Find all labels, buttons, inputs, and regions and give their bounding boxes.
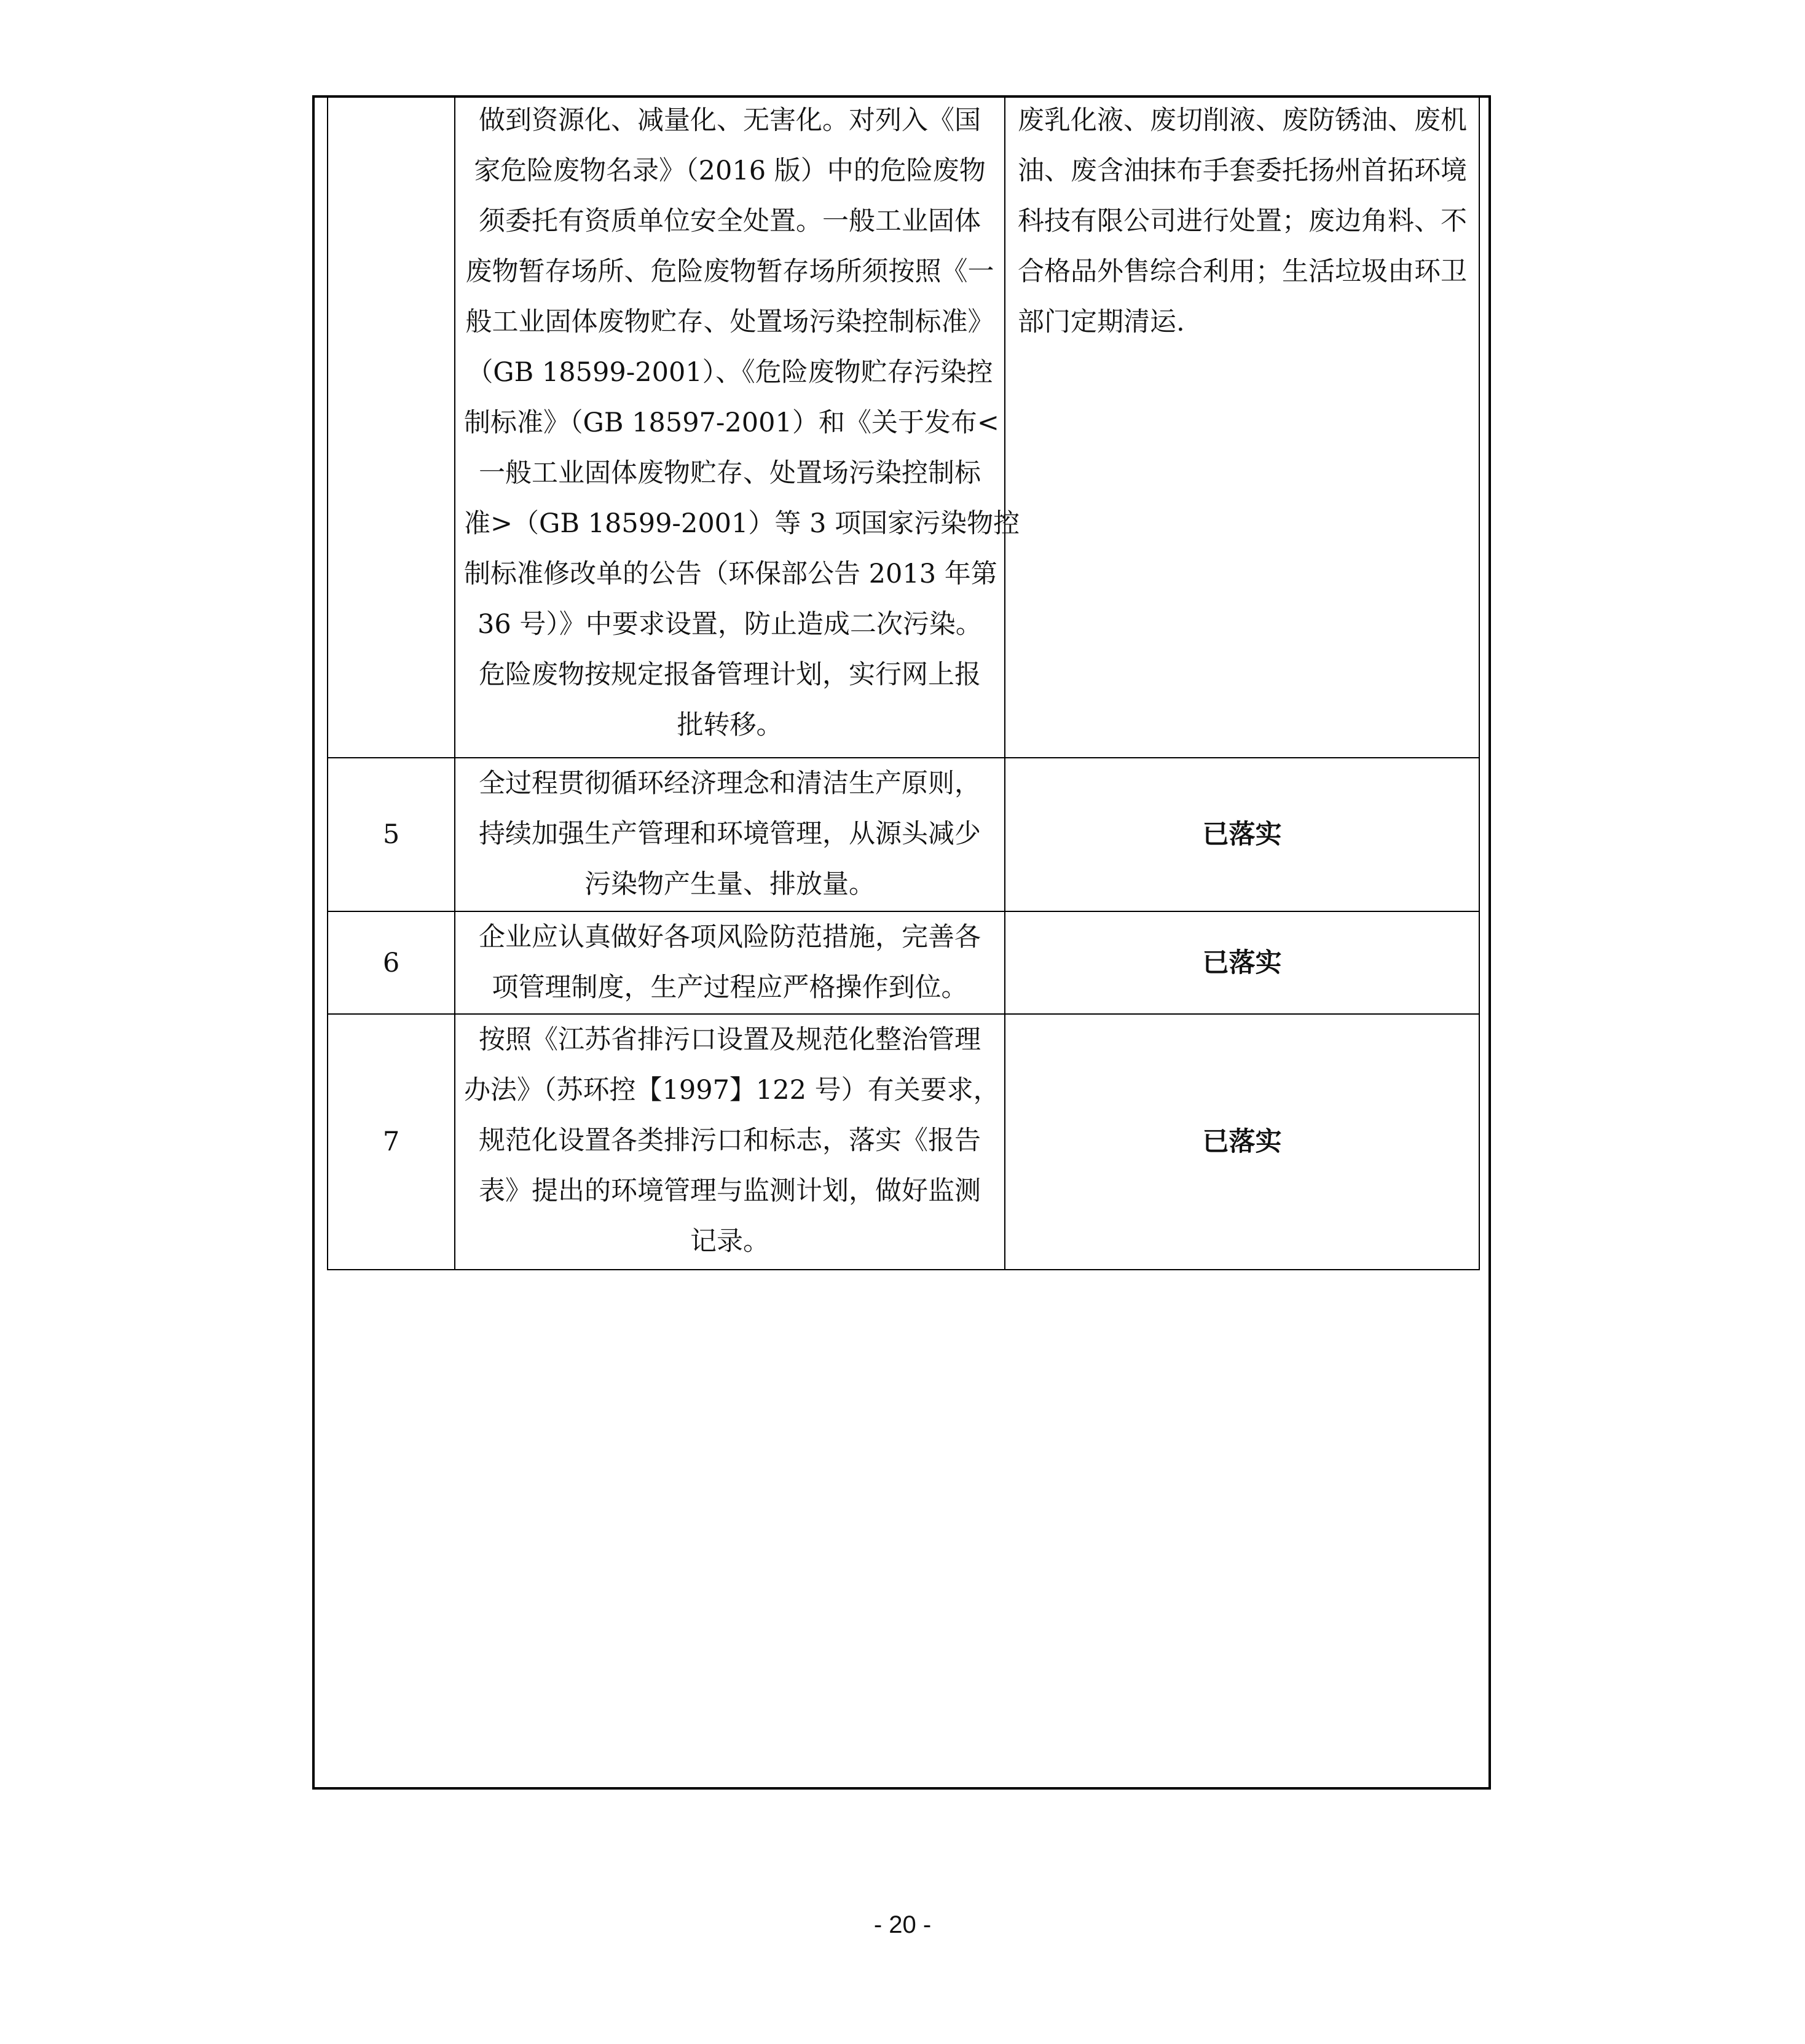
requirement-line: 全过程贯彻循环经济理念和清洁生产原则，: [479, 768, 981, 799]
status-line: 油、废含油抹布手套委托扬州首拓环境: [1018, 155, 1467, 186]
requirement-cell: [455, 95, 1020, 758]
requirement-line: 污染物产生量、排放量。: [584, 869, 875, 900]
requirement-line: 企业应认真做好各项风险防范措施，完善各: [479, 922, 981, 953]
status-line: 部门定期清运.: [1018, 307, 1185, 337]
requirement-line: 制标准》（GB 18597-2001）和《关于发布<: [464, 407, 999, 438]
table-row-continued: [328, 95, 1479, 758]
status-cell: 已落实: [1005, 911, 1479, 1014]
requirement-line: 批转移。: [677, 710, 783, 741]
requirement-line: 制标准修改单的公告（环保部公告 2013 年第: [464, 559, 997, 589]
requirements-table: [327, 95, 1480, 1270]
status-line: 科技有限公司进行处置；废边角料、不: [1018, 206, 1467, 237]
status-cell: 已落实: [1005, 1014, 1479, 1270]
status-line: 合格品外售综合利用；生活垃圾由环卫: [1018, 256, 1467, 287]
requirement-line: 般工业固体废物贮存、处置场污染控制标准》: [465, 307, 994, 337]
requirement-line: （GB 18599-2001）、《危险废物贮存污染控: [466, 357, 993, 388]
table-row-5: [328, 758, 1479, 911]
requirement-line: 须委托有资质单位安全处置。一般工业固体: [479, 206, 981, 237]
requirement-line: 36 号）》中要求设置，防止造成二次污染。: [478, 609, 982, 640]
requirement-line: 按照《江苏省排污口设置及规范化整治管理: [479, 1024, 981, 1055]
table-row-7: [328, 1014, 1479, 1270]
status-cell: [1005, 95, 1479, 758]
requirement-line: 办法》（苏环控【1997】122 号）有关要求，: [464, 1075, 1000, 1106]
row-number-cell: 6: [328, 911, 455, 1014]
requirement-cell: [455, 758, 1005, 911]
page-number: - 20 -: [873, 1911, 932, 1938]
requirement-line: 持续加强生产管理和环境管理，从源头减少: [479, 819, 981, 849]
requirement-line: 危险废物按规定报备管理计划，实行网上报: [479, 659, 981, 690]
requirement-line: 一般工业固体废物贮存、处置场污染控制标: [479, 458, 981, 489]
status-cell: 已落实: [1005, 758, 1479, 911]
requirement-line: 规范化设置各类排污口和标志，落实《报告: [479, 1125, 981, 1156]
requirement-line: 准>（GB 18599-2001）等 3 项国家污染物控: [464, 508, 1020, 539]
row-number-cell: [328, 95, 455, 758]
requirement-line: 废物暂存场所、危险废物暂存场所须按照《一: [465, 256, 994, 287]
requirement-line: 表》提出的环境管理与监测计划，做好监测: [479, 1176, 981, 1206]
row-number-cell: 7: [328, 1014, 455, 1270]
row-number-cell: 5: [328, 758, 455, 911]
requirement-cell: [455, 1014, 1005, 1270]
requirement-line: 项管理制度，生产过程应严格操作到位。: [492, 972, 968, 1003]
requirement-line: 家危险废物名录》（2016 版）中的危险废物: [474, 155, 986, 186]
requirement-cell: [455, 911, 1005, 1014]
table-row-6: [328, 911, 1479, 1014]
requirement-line: 记录。: [690, 1226, 769, 1257]
status-line: 废乳化液、废切削液、废防锈油、废机: [1018, 105, 1467, 136]
requirement-line: 做到资源化、减量化、无害化。对列入《国: [479, 105, 981, 136]
